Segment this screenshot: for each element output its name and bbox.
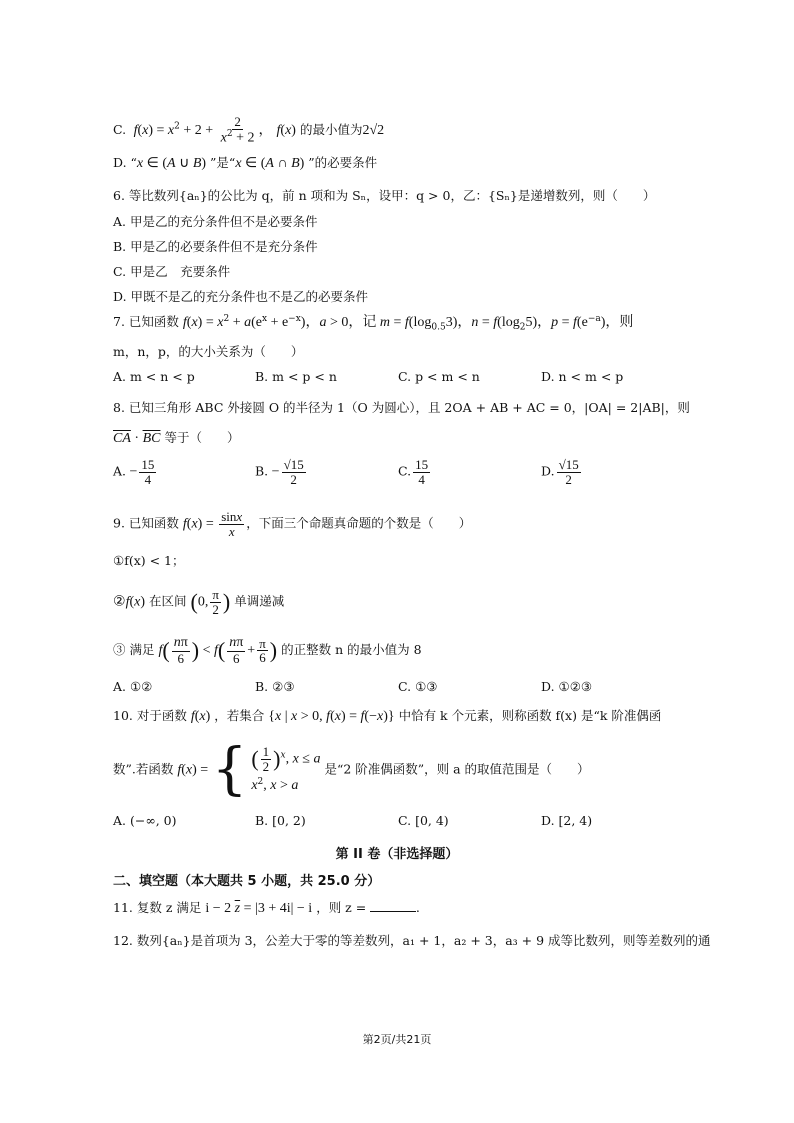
q6-option-a: A. 甲是乙的充分条件但不是必要条件 — [113, 214, 318, 229]
q9-option-a: A. ①② — [113, 679, 153, 694]
q7-option-c: C. p < m < n — [398, 369, 480, 384]
q5-option-d: D. “x ∈ (A ∪ B) ”是“x ∈ (A ∩ B) ”的必要条件 — [113, 155, 378, 171]
q12-stem: 12. 数列{aₙ}是首项为 3，公差大于零的等差数列，a₁ + 1，a₂ + 3，a₃ + 9 成等比数列，则等差数列的通 — [113, 933, 711, 948]
q10-option-b: B. [0, 2) — [255, 813, 306, 828]
q10-option-a: A. (−∞, 0) — [113, 813, 177, 828]
page-number: 第2页/共21页 — [362, 1033, 432, 1046]
q10-option-c: C. [0, 4) — [398, 813, 449, 828]
q8-option-c: C. $\frac{15}{4}$ — [398, 457, 429, 487]
q8-stem: 8. 已知三角形 ABC 外接圆 O 的半径为 1（O 为圆心），且 2OA + AB + AC = 0，|OA| = 2|AB|，则 — [113, 400, 690, 415]
q10-stem-cont: 数”.若函数 f(x) = { ( $\frac{1}{2}$ )$^x$, x ≤ a $x^2$, x > a 是“2 阶准偶函数”，则 a 的取值范围是（ ） — [113, 736, 590, 802]
q8-stem-cont: $\overline{CA} \cdot \overline{BC}$ 等于（ ） — [113, 430, 240, 446]
q7-option-a: A. m < n < p — [113, 369, 195, 384]
q9-option-d: D. ①②③ — [541, 679, 593, 694]
q8-option-d: D. $\frac{√15}{2}$ — [541, 457, 579, 487]
q9-proposition-3: ③ 满足 f( $\frac{n\pi}{6}$ ) < f( $\frac{n\pi}{6}$ + $\frac{\pi}{6}$ ) 的正整数 n 的最小值为 8 — [113, 635, 422, 666]
q6-stem: 6. 等比数列{aₙ}的公比为 q，前 n 项和为 Sₙ，设甲：q > 0，乙：{Sₙ}是递增数列，则（ ） — [113, 188, 656, 203]
q9-stem: 9. 已知函数 f(x) = $\frac{\sin x}{x}$ ，下面三个命题真命题的个数是（ ） — [113, 509, 472, 539]
q7-stem-cont: m，n，p，的大小关系为（ ） — [113, 344, 304, 359]
q11-answer-blank[interactable] — [370, 911, 416, 912]
q7-option-b: B. m < p < n — [255, 369, 337, 384]
q8-option-b: B. − $\frac{√15}{2}$ — [255, 457, 304, 487]
q8-option-a: A. − $\frac{15}{4}$ — [113, 457, 155, 487]
part-2-heading: 第 II 卷（非选择题） — [335, 847, 459, 862]
q10-option-d: D. [2, 4) — [541, 813, 593, 828]
q6-option-b: B. 甲是乙的必要条件但不是充分条件 — [113, 239, 318, 254]
q6-option-c: C. 甲是乙 充要条件 — [113, 264, 231, 279]
q7-stem: 7. 已知函数 $f(x) = x^2 + a(e^x + e^{-x})$，a > 0，记 $m = f(\log_{0.5}3)$，$n = f(\log_25)$，$p = f(e^{-a})$，则 — [113, 314, 634, 333]
q9-option-b: B. ②③ — [255, 679, 295, 694]
q7-option-d: D. n < m < p — [541, 369, 624, 384]
q10-stem: 10. 对于函数 f(x) ，若集合 {x | x > 0, f(x) = f(−x)} 中恰有 k 个元素，则称函数 f(x) 是“k 阶准偶函 — [113, 708, 662, 724]
section-fill-in-heading: 二、填空题（本大题共 5 小题，共 25.0 分） — [113, 874, 381, 889]
q9-option-c: C. ①③ — [398, 679, 438, 694]
q5-option-c: C. $f(x) = x^2 + 2$ + $\frac{2}{x^2 + 2}$ ， f(x) 的最小值为2√2 — [113, 114, 385, 145]
q6-option-d: D. 甲既不是乙的充分条件也不是乙的必要条件 — [113, 289, 369, 304]
q9-proposition-2: ②f(x) 在区间 (0, $\frac{\pi}{2}$ ) 单调递减 — [113, 587, 285, 617]
q11-stem: 11. 复数 z 满足 i − 2 $\overline{z} = |3 + 4i| - i$ ，则 z = . — [113, 900, 420, 916]
q9-proposition-1: ①f(x) < 1； — [113, 553, 185, 568]
